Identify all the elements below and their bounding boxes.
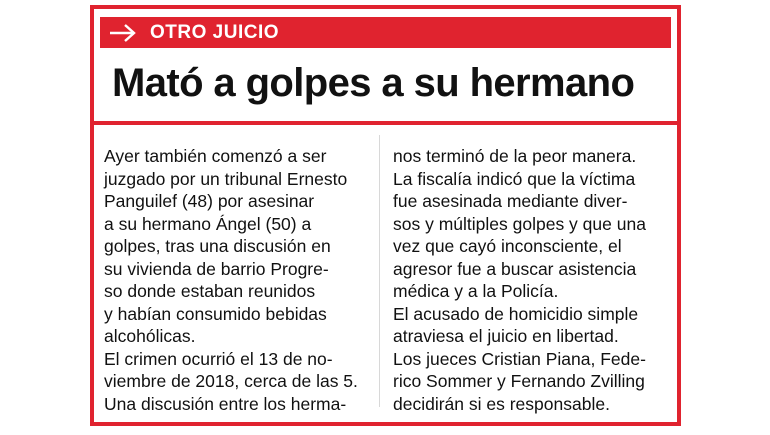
body-line: y habían consumido bebidas — [104, 303, 327, 324]
body-line: atraviesa el juicio en libertad. — [393, 326, 619, 346]
body-line: sos y múltiples golpes y que una — [393, 213, 646, 234]
body-line: Panguilef (48) por asesinar — [104, 191, 315, 211]
body-line: Los jueces Cristian Piana, Fede- — [393, 348, 646, 369]
body-line: El acusado de homicidio simple — [393, 303, 639, 324]
body-line: so donde estaban reunidos — [104, 281, 316, 301]
body-line: Una discusión entre los herma- — [104, 393, 347, 414]
body-column-right — [393, 145, 655, 415]
article-box — [90, 5, 681, 426]
body-line: viembre de 2018, cerca de las 5. — [104, 371, 358, 391]
body-line: juzgado por un tribunal Ernesto — [104, 168, 348, 189]
body-line: a su hermano Ángel (50) a — [104, 213, 312, 234]
body-line: golpes, tras una discusión en — [104, 236, 331, 256]
body-line: Ayer también comenzó a ser — [104, 146, 327, 166]
body-line: su vivienda de barrio Progre- — [104, 258, 329, 279]
body-line: agresor fue a buscar asistencia — [393, 258, 637, 279]
body-line: rico Sommer y Fernando Zvilling — [393, 371, 645, 391]
body-line: La fiscalía indicó que la víctima — [393, 168, 636, 189]
body-column-left — [104, 145, 366, 415]
kicker-bar — [100, 17, 671, 48]
body-line: médica y a la Policía. — [393, 281, 559, 301]
body-line: nos terminó de la peor manera. — [393, 146, 637, 166]
column-divider — [379, 135, 380, 407]
headline-separator — [90, 121, 681, 125]
arrow-right-icon — [108, 23, 138, 43]
body-line: El crimen ocurrió el 13 de no- — [104, 348, 333, 369]
body-line: alcohólicas. — [104, 326, 196, 346]
body-line: fue asesinada mediante diver- — [393, 191, 628, 211]
body-line: vez que cayó inconsciente, el — [393, 236, 622, 256]
body-line: decidirán si es responsable. — [393, 393, 610, 414]
kicker-label: OTRO JUICIO — [150, 21, 280, 43]
headline: Mató a golpes a su hermano — [112, 61, 635, 105]
